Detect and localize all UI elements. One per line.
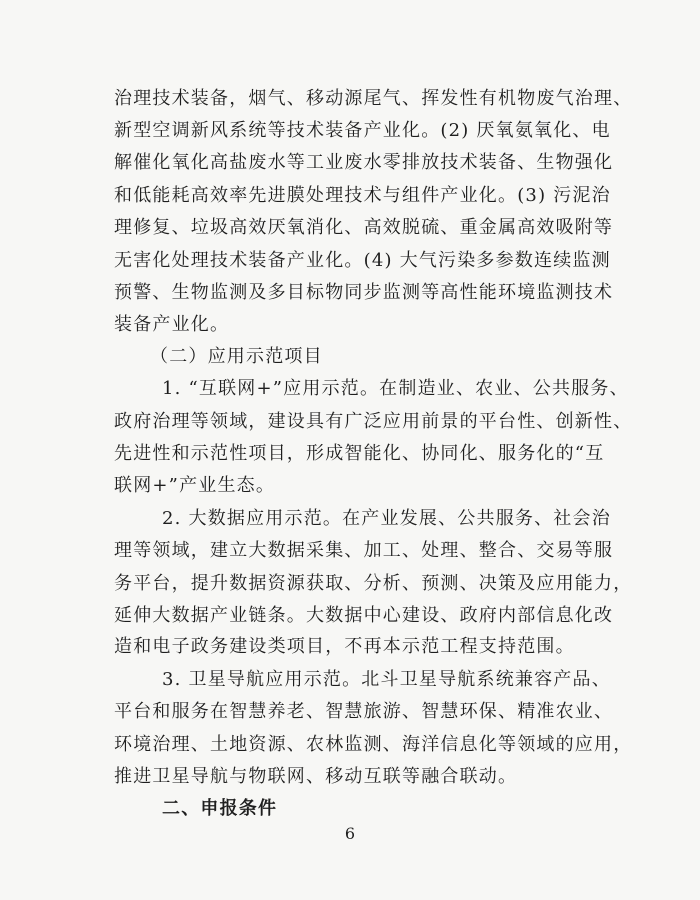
body-line: 1. “互联网+”应用示范。在制造业、农业、公共服务、	[162, 378, 629, 399]
body-line: 理修复、垃圾高效厌氧消化、高效脱硫、重金属高效吸附等	[114, 217, 614, 238]
body-line: 先进性和示范性项目，形成智能化、协同化、服务化的“互	[114, 443, 605, 464]
body-line: 务平台，提升数据资源获取、分析、预测、决策及应用能力，	[114, 573, 633, 594]
body-line: 理等领域，建立大数据采集、加工、处理、整合、交易等服	[114, 540, 614, 561]
body-line: 2. 大数据应用示范。在产业发展、公共服务、社会治	[162, 508, 611, 529]
section-heading: 二、申报条件	[162, 798, 278, 819]
body-line: 治理技术装备，烟气、移动源尾气、挥发性有机物废气治理、	[114, 88, 633, 109]
body-line: 环境治理、土地资源、农林监测、海洋信息化等领域的应用，	[114, 734, 633, 755]
body-line: 预警、生物监测及多目标物同步监测等高性能环境监测技术	[114, 282, 614, 303]
body-line: 3. 卫星导航应用示范。北斗卫星导航系统兼容产品、	[162, 669, 611, 690]
body-line: 新型空调新风系统等技术装备产业化。(2) 厌氧氨氧化、电	[114, 120, 611, 141]
body-line: 装备产业化。	[114, 314, 230, 335]
body-line: 和低能耗高效率先进膜处理技术与组件产业化。(3) 污泥治	[114, 185, 611, 206]
subheading: （二）应用示范项目	[150, 346, 323, 367]
body-line: 推进卫星导航与物联网、移动互联等融合联动。	[114, 766, 518, 787]
body-line: 造和电子政务建设类项目，不再本示范工程支持范围。	[114, 636, 575, 657]
body-line: 无害化处理技术装备产业化。(4) 大气污染多参数连续监测	[114, 250, 611, 271]
body-line: 解催化氧化高盐废水等工业废水零排放技术装备、生物强化	[114, 152, 614, 173]
body-line: 平台和服务在智慧养老、智慧旅游、智慧环保、精准农业、	[114, 701, 614, 722]
body-line: 延伸大数据产业链条。大数据中心建设、政府内部信息化改	[114, 605, 614, 626]
body-line: 政府治理等领域，建设具有广泛应用前景的平台性、创新性、	[114, 411, 633, 432]
body-line: 联网+”产业生态。	[114, 475, 276, 496]
page-number: 6	[344, 824, 356, 843]
